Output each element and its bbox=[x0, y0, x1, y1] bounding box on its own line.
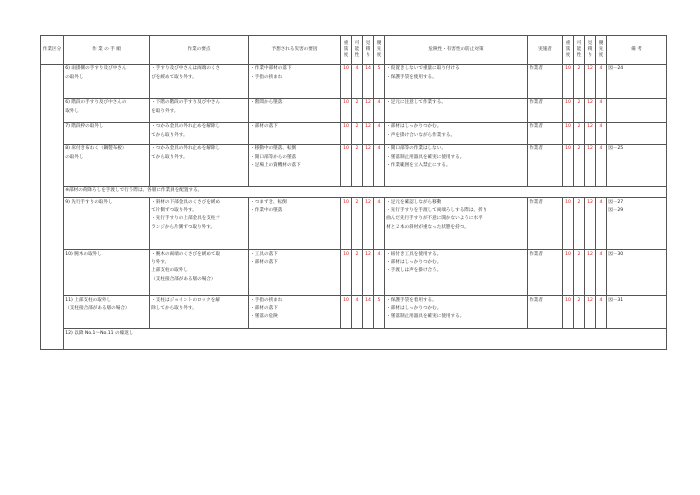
likelihood-value: 2 bbox=[352, 250, 363, 296]
executor-cell: 作業者 bbox=[528, 64, 563, 98]
severity-value: 10 bbox=[341, 198, 352, 250]
executor-cell: 作業者 bbox=[528, 122, 563, 144]
likelihood-after-value: 2 bbox=[574, 144, 585, 186]
table-row bbox=[41, 144, 667, 186]
notice-text: ※部材の荷降ろしを手渡しで行う際は、各層に作業員を配置する。 bbox=[64, 186, 667, 198]
measures-cell: ・部材はしっかりつかむ。 ・声を掛け合いながら作業する。 bbox=[385, 122, 528, 144]
executor-cell: 作業者 bbox=[528, 144, 563, 186]
remarks-cell: 図－27 図－29 bbox=[607, 198, 667, 250]
priority-value: 4 bbox=[374, 250, 385, 296]
remarks-cell: 図－31 bbox=[607, 296, 667, 329]
estimate-value: 12 bbox=[363, 198, 374, 250]
measures-cell: ・開口部等の作業はしない。 ・墜落制止用器具を確実に使用する。 ・作業範囲を立入禁止にする。 bbox=[385, 144, 528, 186]
priority-after-value: 4 bbox=[596, 198, 607, 250]
executor-cell: 作業者 bbox=[528, 296, 563, 329]
severity-after-value: 10 bbox=[563, 64, 574, 98]
measures-cell: ・足元を確認しながら移動 ・先行手すりを手渡して両端ろしする際は、折り 曲んだ先行手すりが不意に開かないように水平 材と２本の斜材が重なった状態を持つ。 bbox=[385, 198, 528, 250]
estimate-after-value: 12 bbox=[585, 122, 596, 144]
likelihood-value: 2 bbox=[352, 198, 363, 250]
severity-after-value: 10 bbox=[563, 250, 574, 296]
likelihood-value: 2 bbox=[352, 122, 363, 144]
hazards-cell: ・手指の挟まれ ・部材の落下 ・墜落の危険 bbox=[249, 296, 341, 329]
likelihood-value: 2 bbox=[352, 98, 363, 122]
header-severity-after: 重篤度 bbox=[563, 36, 574, 65]
header-remarks: 備 考 bbox=[607, 36, 667, 65]
procedure-cell: 11) 上部支柱の取外し （支柱接合部がある層の場合） bbox=[64, 296, 150, 329]
header-priority-after: 優先度 bbox=[596, 36, 607, 65]
points-cell: ・つかみ金具の外れ止めを解除し てから取り外す。 bbox=[150, 122, 249, 144]
estimate-after-value: 12 bbox=[585, 144, 596, 186]
hazards-cell: ・階間から墜落 bbox=[249, 98, 341, 122]
likelihood-after-value: 2 bbox=[574, 122, 585, 144]
hazards-cell: ・作業中部材の落下 ・手指の挟まれ bbox=[249, 64, 341, 98]
likelihood-value: 4 bbox=[352, 64, 363, 98]
measures-cell: ・仮置きしないで重量に取り付ける ・保護手袋を使用する。 bbox=[385, 64, 528, 98]
table-row bbox=[41, 296, 667, 329]
estimate-after-value: 12 bbox=[585, 198, 596, 250]
points-cell: ・斜材の下部金具のくさびを緩め て片側ずつ取り外す。 ・先行手すりの上部金具を支柱フ ランジから片側ずつ取り外す。 bbox=[150, 198, 249, 250]
priority-value: 4 bbox=[374, 198, 385, 250]
header-estimate-after: 見積り bbox=[585, 36, 596, 65]
header-likelihood: 可能性 bbox=[352, 36, 363, 65]
final-row bbox=[41, 329, 667, 350]
procedure-cell: 9) 先行手すりの取外し bbox=[64, 198, 150, 250]
estimate-after-value: 12 bbox=[585, 98, 596, 122]
measures-cell: ・紐付き工具を使用する。 ・部材はしっかりつかむ。 ・手渡しは声を掛け合う。 bbox=[385, 250, 528, 296]
table-row bbox=[41, 198, 667, 250]
hazards-cell: ・移動中の墜落、転倒 ・開口部等からの墜落 ・足場上の資機材の落下 bbox=[249, 144, 341, 186]
category-cell bbox=[41, 64, 64, 350]
priority-value: 4 bbox=[374, 98, 385, 122]
header-severity: 重篤度 bbox=[341, 36, 352, 65]
hazards-cell: ・工具の落下 ・部材の落下 bbox=[249, 250, 341, 296]
header-hazards: 予想される災害の要因 bbox=[249, 36, 341, 65]
table-row bbox=[41, 122, 667, 144]
priority-value: 4 bbox=[374, 122, 385, 144]
estimate-after-value: 12 bbox=[585, 250, 596, 296]
measures-cell: ・保護手袋を着用する。 ・部材はしっかりつかむ。 ・墜落制止用器具を確実に使用する。 bbox=[385, 296, 528, 329]
estimate-after-value: 12 bbox=[585, 64, 596, 98]
severity-after-value: 10 bbox=[563, 198, 574, 250]
severity-value: 10 bbox=[341, 144, 352, 186]
points-cell: ・つかみ金具の外れ止めを解除し てから取り外す。 bbox=[150, 144, 249, 186]
priority-after-value: 4 bbox=[596, 296, 607, 329]
priority-value: 4 bbox=[374, 144, 385, 186]
priority-after-value: 4 bbox=[596, 64, 607, 98]
remarks-cell: 図－25 bbox=[607, 144, 667, 186]
severity-after-value: 10 bbox=[563, 144, 574, 186]
likelihood-after-value: 2 bbox=[574, 64, 585, 98]
likelihood-after-value: 2 bbox=[574, 250, 585, 296]
estimate-value: 12 bbox=[363, 144, 374, 186]
priority-after-value: 4 bbox=[596, 122, 607, 144]
estimate-after-value: 12 bbox=[585, 296, 596, 329]
estimate-value: 14 bbox=[363, 64, 374, 98]
priority-after-value: 4 bbox=[596, 250, 607, 296]
remarks-cell bbox=[607, 98, 667, 122]
severity-after-value: 10 bbox=[563, 122, 574, 144]
likelihood-value: 2 bbox=[352, 144, 363, 186]
risk-assessment-table bbox=[40, 35, 667, 350]
likelihood-value: 4 bbox=[352, 296, 363, 329]
header-priority: 優先度 bbox=[374, 36, 385, 65]
severity-after-value: 10 bbox=[563, 98, 574, 122]
points-cell: ・支柱はジョイントのロックを解 除してから取り外す。 bbox=[150, 296, 249, 329]
table-row bbox=[41, 64, 667, 98]
estimate-value: 12 bbox=[363, 250, 374, 296]
remarks-cell bbox=[607, 122, 667, 144]
likelihood-after-value: 2 bbox=[574, 296, 585, 329]
likelihood-after-value: 2 bbox=[574, 98, 585, 122]
executor-cell: 作業者 bbox=[528, 198, 563, 250]
estimate-value: 12 bbox=[363, 122, 374, 144]
table-row bbox=[41, 98, 667, 122]
severity-value: 10 bbox=[341, 250, 352, 296]
priority-after-value: 4 bbox=[596, 98, 607, 122]
header-executor: 実施者 bbox=[528, 36, 563, 65]
points-cell: ・腕木の両端のくさびを緩めて取 り外す。 上部支柱の取外し （支柱接合部がある層の場合） bbox=[150, 250, 249, 296]
points-cell: ・手すり及び中さんは両端のくさ びを緩めて取り外す。 bbox=[150, 64, 249, 98]
header-row bbox=[41, 36, 667, 65]
estimate-value: 12 bbox=[363, 98, 374, 122]
table-row bbox=[41, 250, 667, 296]
procedure-cell: 7) 階段枠の取外し bbox=[64, 122, 150, 144]
estimate-value: 14 bbox=[363, 296, 374, 329]
priority-value: 5 bbox=[374, 64, 385, 98]
procedure-cell: 8) 床付き布わく（鋼製布板） の取外し bbox=[64, 144, 150, 186]
header-procedure: 作 業 の 手 順 bbox=[64, 36, 150, 65]
header-estimate: 見積り bbox=[363, 36, 374, 65]
severity-value: 10 bbox=[341, 98, 352, 122]
severity-value: 10 bbox=[341, 64, 352, 98]
procedure-cell: 6) 雨掛側の手すり及び中さん の取外し bbox=[64, 64, 150, 98]
remarks-cell: 図－30 bbox=[607, 250, 667, 296]
header-category: 作業区分 bbox=[41, 36, 64, 65]
executor-cell: 作業者 bbox=[528, 250, 563, 296]
hazards-cell: ・部材の落下 bbox=[249, 122, 341, 144]
points-cell: ・下階の階段の手すり及び中さん を取り外す。 bbox=[150, 98, 249, 122]
priority-after-value: 4 bbox=[596, 144, 607, 186]
remarks-cell: 図－24 bbox=[607, 64, 667, 98]
procedure-cell: 10) 腕木の取外し bbox=[64, 250, 150, 296]
measures-cell: ・足元に注意して作業する。 bbox=[385, 98, 528, 122]
severity-after-value: 10 bbox=[563, 296, 574, 329]
notice-row bbox=[41, 186, 667, 198]
procedure-cell: 6) 階段の手すり及び中さんの 取外し bbox=[64, 98, 150, 122]
final-text: 12) 以降 No.1～No.11 の繰返し bbox=[64, 329, 667, 350]
header-likelihood-after: 可能性 bbox=[574, 36, 585, 65]
header-points: 作業の要点 bbox=[150, 36, 249, 65]
priority-value: 5 bbox=[374, 296, 385, 329]
executor-cell: 作業者 bbox=[528, 98, 563, 122]
severity-value: 10 bbox=[341, 296, 352, 329]
header-measures: 危険性・有害性の防止対策 bbox=[385, 36, 528, 65]
likelihood-after-value: 2 bbox=[574, 198, 585, 250]
hazards-cell: ・つまずき、転倒 ・作業中の墜落 bbox=[249, 198, 341, 250]
severity-value: 10 bbox=[341, 122, 352, 144]
